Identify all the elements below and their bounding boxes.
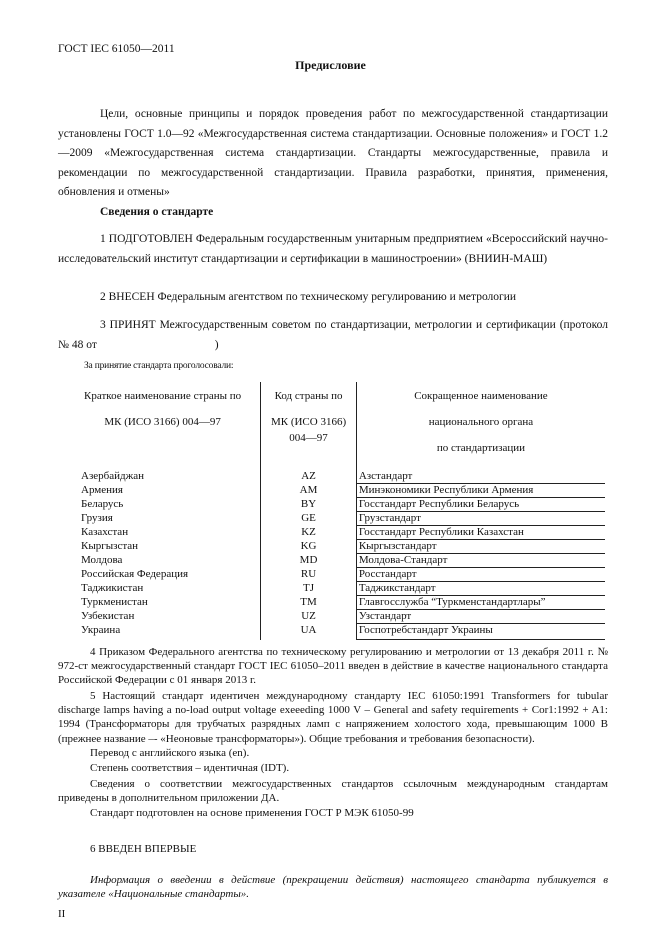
- col-header-code-line2: МК (ИСО 3166): [270, 416, 347, 428]
- code-cell: TJ: [261, 582, 357, 596]
- table-row: [65, 610, 605, 624]
- col-header-country-line2: МК (ИСО 3166) 004—97: [104, 416, 221, 428]
- country-cell: Грузия: [65, 512, 261, 526]
- code-cell: UZ: [261, 610, 357, 624]
- code-cell: GE: [261, 512, 357, 526]
- body-cell: Минэкономики Республики Армения: [356, 484, 605, 498]
- country-cell: Украина: [65, 624, 261, 640]
- col-header-code-line3: 004—97: [289, 432, 328, 444]
- page-title: Предисловие: [295, 58, 366, 72]
- col-header-country: [65, 382, 261, 468]
- country-cell: Кыргызстан: [65, 540, 261, 554]
- body-cell: Кыргызстандарт: [356, 540, 605, 554]
- table-row: [65, 568, 605, 582]
- body-cell: Главгосслужба “Туркменстандартлары”: [356, 596, 605, 610]
- table-row: [65, 554, 605, 568]
- vote-caption: За принятие стандарта проголосовали:: [84, 361, 234, 371]
- table-row: [65, 526, 605, 540]
- body-cell: Росстандарт: [356, 568, 605, 582]
- body-cell: Азстандарт: [356, 468, 605, 484]
- country-cell: Узбекистан: [65, 610, 261, 624]
- document-code-header: ГОСТ IEC 61050—2011: [58, 43, 175, 55]
- country-cell: Туркменистан: [65, 596, 261, 610]
- table-row: [65, 468, 605, 484]
- col-header-body-line1: Сокращенное наименование: [414, 390, 548, 402]
- col-header-body: [356, 382, 605, 468]
- table-row: [65, 596, 605, 610]
- item-1: 1 ПОДГОТОВЛЕН Федеральным государственным унитарным предприятием «Всероссийский научно-исследовательский институт стандартизации и сертификации в машиностроении» (ВНИИН-МАШ): [58, 233, 608, 265]
- member-states-table: [65, 382, 605, 640]
- table-row: [65, 624, 605, 640]
- country-cell: Беларусь: [65, 498, 261, 512]
- code-cell: AZ: [261, 468, 357, 484]
- code-cell: KG: [261, 540, 357, 554]
- page-number: II: [58, 908, 66, 920]
- body-cell: Грузстандарт: [356, 512, 605, 526]
- code-cell: TM: [261, 596, 357, 610]
- country-cell: Азербайджан: [65, 468, 261, 484]
- item-4: 4 Приказом Федерального агентства по техническому регулированию и метрологии от 13 декабря 2011 г. № 972-ст межгосударственный стандарт ГОСТ IEC 61050–2011 введен в действие в качестве национального стандарта Российской Федерации с 01 января 2013 г.: [58, 646, 608, 687]
- code-cell: RU: [261, 568, 357, 582]
- code-cell: KZ: [261, 526, 357, 540]
- code-cell: AM: [261, 484, 357, 498]
- intro-paragraph: Цели, основные принципы и порядок проведения работ по межгосударственной стандартизации установлены ГОСТ 1.0—92 «Межгосударственная система стандартизации. Основные положения» и ГОСТ 1.2—2009 «Межгосударственная система стандартизации. Стандарты межгосударственные, правила и рекомендации по межгосударственной стандартизации. Правила разработки, принятия, применения, обновления и отмены»: [58, 108, 608, 198]
- country-cell: Таджикистан: [65, 582, 261, 596]
- country-cell: Молдова: [65, 554, 261, 568]
- translation-note: Перевод с английского языка (en).: [90, 747, 250, 759]
- body-cell: Госстандарт Республики Беларусь: [356, 498, 605, 512]
- body-cell: Госстандарт Республики Казахстан: [356, 526, 605, 540]
- code-cell: BY: [261, 498, 357, 512]
- body-cell: Узстандарт: [356, 610, 605, 624]
- body-cell: Таджикстандарт: [356, 582, 605, 596]
- table-row: [65, 498, 605, 512]
- col-header-body-line2: национального органа: [428, 416, 534, 428]
- country-cell: Армения: [65, 484, 261, 498]
- item-6: 6 ВВЕДЕН ВПЕРВЫЕ: [90, 843, 197, 855]
- item-2: 2 ВНЕСЕН Федеральным агентством по техническому регулированию и метрологии: [100, 291, 517, 303]
- body-cell: Молдова-Стандарт: [356, 554, 605, 568]
- section-title: Сведения о стандарте: [100, 206, 214, 218]
- basis-note: Стандарт подготовлен на основе применения ГОСТ Р МЭК 61050-99: [90, 807, 414, 819]
- references-note: Сведения о соответствии межгосударственных стандартов ссылочным международным стандартам приведены в дополнительном приложении ДА.: [58, 778, 608, 805]
- country-cell: Казахстан: [65, 526, 261, 540]
- item-5: 5 Настоящий стандарт идентичен международному стандарту IEC 61050:1991 Transformers for tubular discharge lamps having a no-load output voltage exeeeding 1000 V – General and safety requirements + Cor1:1992 + A1: 1994 (Трансформаторы для трубчатых разрядных ламп с напряжением холостого хода, превышающим 1000 В (прежнее название –- «Неоновые трансформаторы»). Общие требования и требования безопасности).: [58, 690, 608, 745]
- col-header-body-line3: по стандартизации: [436, 442, 525, 454]
- table-row: [65, 512, 605, 526]
- col-header-code-line1: Код страны по: [274, 390, 343, 402]
- body-cell: Госпотребстандарт Украины: [356, 624, 605, 640]
- table-row: [65, 484, 605, 498]
- info-note: Информация о введении в действие (прекращении действия) настоящего стандарта публикуется в указателе «Национальные стандарты».: [58, 874, 608, 901]
- col-header-country-line1: Краткое наименование страны по: [84, 390, 242, 402]
- table-row: [65, 582, 605, 596]
- item-3: 3 ПРИНЯТ Межгосударственным советом по стандартизации, метрологии и сертификации (протокол № 48 от ): [58, 319, 611, 351]
- col-header-code: [261, 382, 357, 468]
- table-row: [65, 540, 605, 554]
- code-cell: UA: [261, 624, 357, 640]
- conformity-note: Степень соответствия – идентичная (IDT).: [90, 762, 290, 774]
- code-cell: MD: [261, 554, 357, 568]
- country-cell: Российская Федерация: [65, 568, 261, 582]
